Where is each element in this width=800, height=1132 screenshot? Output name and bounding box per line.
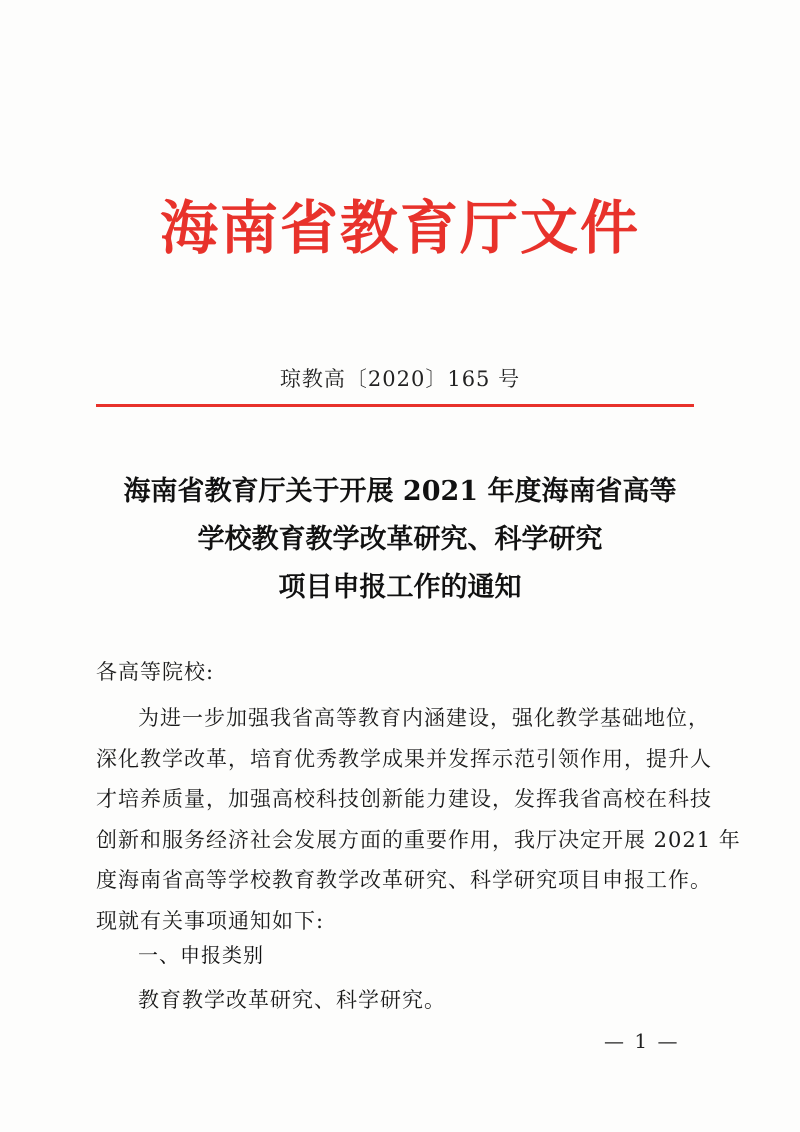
- body-paragraph: [96, 698, 741, 942]
- title-line: 项目申报工作的通知: [278, 572, 522, 603]
- body-line: 才培养质量，加强高校科技创新能力建设，发挥我省高校在科技: [96, 787, 712, 812]
- title-line: 海南省教育厅关于开展 2021 年度海南省高等: [123, 476, 677, 507]
- salutation: 各高等院校:: [96, 660, 215, 684]
- body-line: 创新和服务经济社会发展方面的重要作用，我厅决定开展 2021 年: [96, 827, 741, 852]
- body-line: 深化教学改革，培育优秀教学成果并发挥示范引领作用，提升人: [96, 746, 712, 771]
- title-line: 学校教育教学改革研究、科学研究: [197, 524, 603, 555]
- document-number: 琼教高〔2020〕165 号: [279, 367, 521, 391]
- red-divider-line: [96, 404, 694, 407]
- section-heading: 一、申报类别: [138, 943, 264, 967]
- document-title: [60, 468, 740, 612]
- section-text: 教育教学改革研究、科学研究。: [138, 988, 446, 1012]
- body-line: 为进一步加强我省高等教育内涵建设，强化教学基础地位，: [138, 706, 710, 730]
- document-masthead: 海南省教育厅文件: [159, 194, 640, 262]
- body-line: 度海南省高等学校教育教学改革研究、科学研究项目申报工作。: [96, 868, 712, 893]
- body-line: 现就有关事项通知如下:: [96, 908, 325, 933]
- page-number: — 1 —: [604, 1029, 680, 1053]
